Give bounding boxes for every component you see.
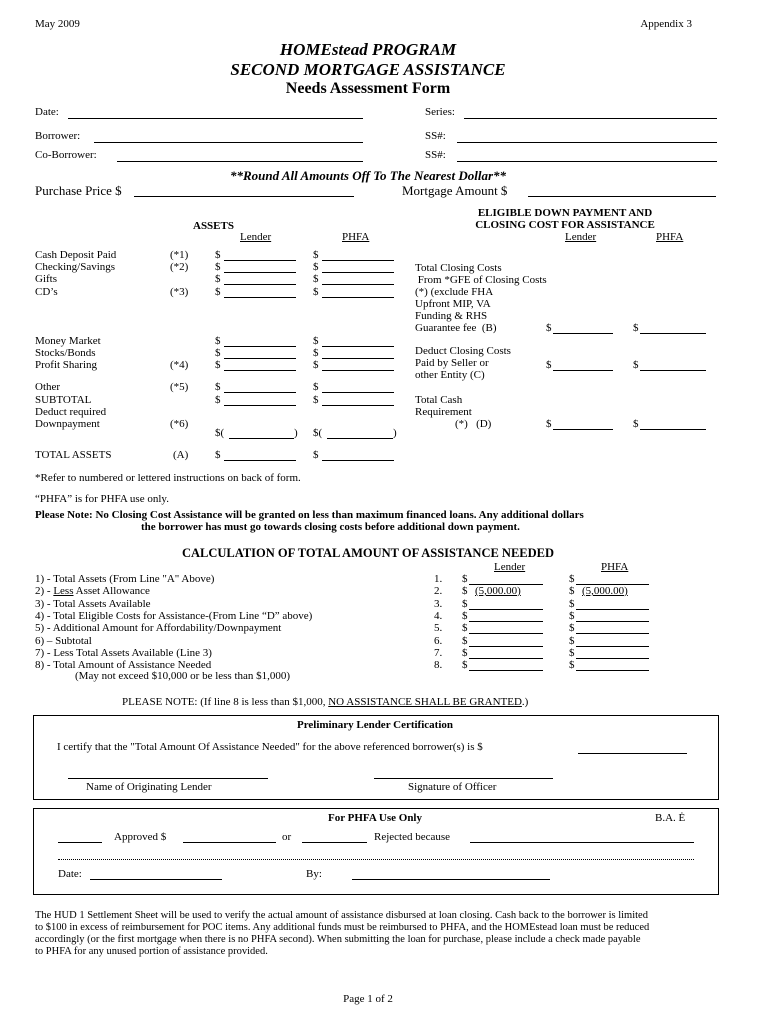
calc-amount-field[interactable] — [469, 670, 543, 671]
footer-line: The HUD 1 Settlement Sheet will be used to verify the actual amount of assistance disbursed at loan closing. Cash back to the borrower is limited — [35, 910, 648, 921]
asset-amount-field[interactable] — [322, 346, 394, 347]
dollar-sign: $ — [313, 249, 319, 261]
max-note: (May not exceed $10,000 or be less than $1,000) — [75, 670, 291, 682]
originating-lender-field[interactable] — [68, 778, 268, 779]
eligible-heading-1: ELIGIBLE DOWN PAYMENT AND — [477, 207, 653, 219]
deduct-lender-prefix: $( — [215, 427, 225, 439]
ss1-field[interactable] — [457, 142, 717, 143]
calc-amount-field[interactable] — [576, 646, 649, 647]
rejected-label: Rejected because — [374, 831, 451, 843]
or-label: or — [282, 831, 292, 843]
asset-amount-field[interactable] — [224, 346, 296, 347]
calc-amount-field[interactable] — [576, 621, 649, 622]
calc-line-number: 8. — [434, 659, 443, 671]
downpayment-note: (*6) — [170, 418, 189, 430]
total-closing-line: Total Closing Costs — [415, 262, 502, 274]
dollar-sign: $ — [215, 381, 221, 393]
mortgage-amount-field[interactable] — [528, 196, 716, 197]
dollar-sign: $ — [633, 359, 639, 371]
calc-line-number: 1. — [434, 573, 443, 585]
dollar-sign: $ — [569, 659, 575, 671]
calc-line-text: 2) - — [35, 585, 54, 597]
dollar-sign: $ — [313, 449, 319, 461]
total-closing-line: (*) (exclude FHA — [415, 286, 494, 298]
please-note-2-end: .) — [521, 696, 529, 708]
footer-line: to $100 in excess of reimbursement for POC items. Any additional funds must be reimbursed to PHFA, and the HOMEstead loan must be reduced — [35, 922, 650, 933]
deduct-closing-lender-field[interactable] — [553, 370, 613, 371]
total-cash-phfa-field[interactable] — [640, 429, 706, 430]
dollar-sign: $ — [462, 598, 468, 610]
purchase-price-field[interactable] — [134, 196, 354, 197]
borrower-label: Borrower: — [35, 130, 81, 142]
calc-line-label: 6) – Subtotal — [35, 635, 92, 647]
series-label: Series: — [425, 106, 455, 118]
officer-signature-label: Signature of Officer — [408, 781, 497, 793]
asset-row-label: Stocks/Bonds — [35, 347, 96, 359]
deduct-lender-close: ) — [294, 427, 298, 439]
asset-amount-field[interactable] — [322, 405, 394, 406]
deduct-closing-line: Deduct Closing Costs — [415, 345, 511, 357]
asset-amount-field[interactable] — [224, 272, 296, 273]
dollar-sign: $ — [462, 659, 468, 671]
calc-heading: CALCULATION OF TOTAL AMOUNT OF ASSISTANCE NEEDED — [181, 546, 555, 560]
dollar-sign: $ — [462, 635, 468, 647]
dollar-sign: $ — [569, 610, 575, 622]
asset-amount-field[interactable] — [224, 358, 296, 359]
eligible-heading-2: CLOSING COST FOR ASSISTANCE — [475, 219, 655, 231]
dollar-sign: $ — [462, 585, 468, 597]
total-closing-line: Funding & RHS — [415, 310, 488, 322]
asset-amount-field[interactable] — [322, 392, 394, 393]
dollar-sign: $ — [215, 249, 221, 261]
calc-line-number: 7. — [434, 647, 443, 659]
dollar-sign: $ — [215, 335, 221, 347]
dollar-sign: $ — [215, 359, 221, 371]
date-label: Date: — [35, 106, 59, 118]
dollar-sign: $ — [313, 273, 319, 285]
calc-line-label: 8) - Total Amount of Assistance Needed — [35, 659, 212, 671]
phfa-box-heading: For PHFA Use Only — [327, 812, 422, 824]
asset-row-label: Gifts — [35, 273, 57, 285]
phfa-box-code: B.A. Ė — [655, 812, 686, 824]
dollar-sign: $ — [569, 585, 575, 597]
dollar-sign: $ — [215, 394, 221, 406]
dollar-sign: $ — [215, 261, 221, 273]
ss2-field[interactable] — [457, 161, 717, 162]
calc-amount-field[interactable] — [576, 670, 649, 671]
asset-row-label: Profit Sharing — [35, 359, 98, 371]
mortgage-amount-label: Mortgage Amount $ — [402, 183, 508, 198]
page-number: Page 1 of 2 — [343, 993, 393, 1005]
total-closing-lender-field[interactable] — [553, 333, 613, 334]
please-note-2 — [122, 696, 528, 708]
dollar-sign: $ — [546, 322, 552, 334]
dollar-sign: $ — [462, 573, 468, 585]
asset-row-label: Cash Deposit Paid — [35, 249, 117, 261]
calc-amount-field[interactable] — [576, 609, 649, 610]
please-note-line1: Please Note: No Closing Cost Assistance will be granted on less than maximum financed loans. Any additional dollars — [35, 509, 584, 521]
deduct-required-label: Deduct required — [35, 406, 107, 418]
asset-allowance-value: (5,000.00) — [582, 585, 628, 597]
deduct-phfa-field[interactable] — [327, 438, 393, 439]
program-title: HOMEstead PROGRAM — [279, 40, 457, 59]
please-note-line2: the borrower has must go towards closing costs before additional down payment. — [141, 521, 520, 533]
total-cash-line: (*) (D) — [455, 418, 492, 430]
dollar-sign: $ — [633, 418, 639, 430]
deduct-closing-phfa-field[interactable] — [640, 370, 706, 371]
footer-line: accordingly (or the first mortgage when there is no PHFA second). When submitting the loan for purchase, please include a check made payable — [35, 934, 641, 945]
calc-line-number: 5. — [434, 622, 443, 634]
calc-amount-field[interactable] — [469, 633, 543, 634]
asset-row-label: SUBTOTAL — [35, 394, 92, 406]
asset-amount-field[interactable] — [322, 260, 394, 261]
asset-amount-field[interactable] — [224, 260, 296, 261]
calc-line-text: Asset Allowance — [73, 585, 150, 597]
eligible-col-lender: Lender — [565, 231, 597, 243]
dollar-sign: $ — [215, 286, 221, 298]
program-subtitle: SECOND MORTGAGE ASSISTANCE — [230, 60, 506, 79]
downpayment-label: Downpayment — [35, 418, 100, 430]
please-note-2-text: PLEASE NOTE: (If line 8 is less than $1,000, — [122, 696, 329, 708]
calc-amount-field[interactable] — [469, 658, 543, 659]
calc-line-label: 5) - Additional Amount for Affordability/Downpayment — [35, 622, 282, 634]
phfa-date-field[interactable] — [90, 879, 222, 880]
calc-col-lender: Lender — [494, 561, 526, 573]
dollar-sign: $ — [569, 635, 575, 647]
asset-row-note: (*5) — [170, 381, 189, 393]
dollar-sign: $ — [313, 381, 319, 393]
deduct-closing-line: Paid by Seller or — [415, 357, 489, 369]
coborrower-field[interactable] — [117, 161, 363, 162]
borrower-field[interactable] — [94, 142, 363, 143]
round-note: **Round All Amounts Off To The Nearest Dollar** — [229, 168, 507, 183]
calc-line-number: 2. — [434, 585, 443, 597]
rejected-check-field[interactable] — [302, 842, 367, 843]
ss1-label: SS#: — [425, 130, 446, 142]
cert-amount-field[interactable] — [578, 753, 687, 754]
dollar-sign: $ — [313, 261, 319, 273]
asset-allowance-value: (5,000.00) — [475, 585, 521, 597]
deduct-phfa-close: ) — [393, 427, 397, 439]
footer-line: to PHFA for any unused portion of assistance provided. — [35, 946, 268, 957]
calc-col-phfa: PHFA — [601, 561, 629, 573]
deduct-phfa-prefix: $( — [313, 427, 323, 439]
deduct-closing-line: other Entity (C) — [415, 369, 485, 381]
phfa-note: “PHFA” is for PHFA use only. — [35, 493, 169, 505]
dollar-sign: $ — [569, 598, 575, 610]
total-cash-lender-field[interactable] — [553, 429, 613, 430]
assets-col-phfa: PHFA — [342, 231, 370, 243]
asset-row-label: Checking/Savings — [35, 261, 116, 273]
date-field[interactable] — [68, 118, 363, 119]
asset-row-label: Other — [35, 381, 61, 393]
calc-amount-field[interactable] — [469, 621, 543, 622]
approved-check-field[interactable] — [58, 842, 102, 843]
calc-line-label — [35, 585, 150, 597]
dollar-sign: $ — [633, 322, 639, 334]
total-closing-line: Guarantee fee (B) — [415, 322, 497, 334]
asset-amount-field[interactable] — [224, 284, 296, 285]
asset-row-label: Money Market — [35, 335, 101, 347]
asset-amount-field[interactable] — [224, 297, 296, 298]
cert-heading: Preliminary Lender Certification — [296, 719, 453, 731]
originating-lender-label: Name of Originating Lender — [86, 781, 212, 793]
assets-col-lender: Lender — [240, 231, 272, 243]
dollar-sign: $ — [313, 347, 319, 359]
rejected-reason-field[interactable] — [470, 842, 694, 843]
dollar-sign: $ — [569, 622, 575, 634]
dollar-sign: $ — [462, 622, 468, 634]
dollar-sign: $ — [569, 573, 575, 585]
coborrower-label: Co-Borrower: — [35, 149, 97, 161]
calc-amount-field[interactable] — [469, 646, 543, 647]
asset-amount-field[interactable] — [224, 392, 296, 393]
asset-amount-field[interactable] — [224, 405, 296, 406]
calc-amount-field[interactable] — [469, 609, 543, 610]
asset-row-note: (*3) — [170, 286, 189, 298]
header-date: May 2009 — [35, 18, 80, 30]
assets-heading: ASSETS — [193, 220, 234, 232]
dollar-sign: $ — [215, 347, 221, 359]
total-cash-line: Requirement — [415, 406, 472, 418]
cert-statement: I certify that the "Total Amount Of Assistance Needed" for the above referenced borrower(s) is $ — [57, 741, 483, 753]
asset-row-note: (*1) — [170, 249, 189, 261]
dollar-sign: $ — [215, 449, 221, 461]
please-note-2-emphasis: NO ASSISTANCE SHALL BE GRANTED — [328, 696, 522, 708]
approved-amount-field[interactable] — [183, 842, 276, 843]
refer-note: *Refer to numbered or lettered instructions on back of form. — [35, 472, 301, 484]
asset-amount-field[interactable] — [322, 460, 394, 461]
officer-signature-field[interactable] — [374, 778, 553, 779]
asset-amount-field[interactable] — [224, 460, 296, 461]
total-cash-line: Total Cash — [415, 394, 463, 406]
approved-label: Approved $ — [114, 831, 167, 843]
dollar-sign: $ — [215, 273, 221, 285]
calc-line-number: 6. — [434, 635, 443, 647]
dollar-sign: $ — [546, 359, 552, 371]
calc-line-emphasis: Less — [53, 585, 74, 597]
dollar-sign: $ — [569, 647, 575, 659]
asset-amount-field[interactable] — [322, 370, 394, 371]
calc-line-number: 3. — [434, 598, 443, 610]
calc-amount-field[interactable] — [576, 633, 649, 634]
asset-row-label: CD’s — [35, 286, 58, 298]
total-closing-phfa-field[interactable] — [640, 333, 706, 334]
series-field[interactable] — [464, 118, 717, 119]
ss2-label: SS#: — [425, 149, 446, 161]
dollar-sign: $ — [313, 286, 319, 298]
dollar-sign: $ — [313, 359, 319, 371]
phfa-by-label: By: — [306, 868, 322, 880]
asset-amount-field[interactable] — [224, 370, 296, 371]
asset-amount-field[interactable] — [322, 358, 394, 359]
total-assets-label: TOTAL ASSETS — [35, 449, 112, 461]
phfa-by-field[interactable] — [352, 879, 550, 880]
asset-amount-field[interactable] — [322, 284, 394, 285]
phfa-date-label: Date: — [58, 868, 82, 880]
dollar-sign: $ — [462, 610, 468, 622]
dollar-sign: $ — [546, 418, 552, 430]
calc-line-label: 3) - Total Assets Available — [35, 598, 151, 610]
asset-row-note: (*2) — [170, 261, 189, 273]
dollar-sign: $ — [313, 335, 319, 347]
eligible-col-phfa: PHFA — [656, 231, 684, 243]
calc-amount-field[interactable] — [576, 658, 649, 659]
asset-amount-field[interactable] — [322, 272, 394, 273]
deduct-lender-field[interactable] — [229, 438, 294, 439]
total-assets-note: (A) — [173, 449, 189, 461]
calc-line-number: 4. — [434, 610, 443, 622]
calc-line-label: 4) - Total Eligible Costs for Assistance-(From Line “D” above) — [35, 610, 313, 622]
asset-amount-field[interactable] — [322, 297, 394, 298]
rejected-reason-continued-field[interactable] — [58, 859, 694, 860]
total-closing-line: Upfront MIP, VA — [415, 298, 491, 310]
form-name: Needs Assessment Form — [285, 80, 451, 97]
dollar-sign: $ — [313, 394, 319, 406]
dollar-sign: $ — [462, 647, 468, 659]
purchase-price-label: Purchase Price $ — [35, 183, 122, 198]
total-closing-line: From *GFE of Closing Costs — [415, 274, 547, 286]
calc-line-label: 1) - Total Assets (From Line "A" Above) — [35, 573, 215, 585]
calc-line-label: 7) - Less Total Assets Available (Line 3) — [35, 647, 212, 659]
header-appendix: Appendix 3 — [640, 18, 692, 30]
asset-row-note: (*4) — [170, 359, 189, 371]
